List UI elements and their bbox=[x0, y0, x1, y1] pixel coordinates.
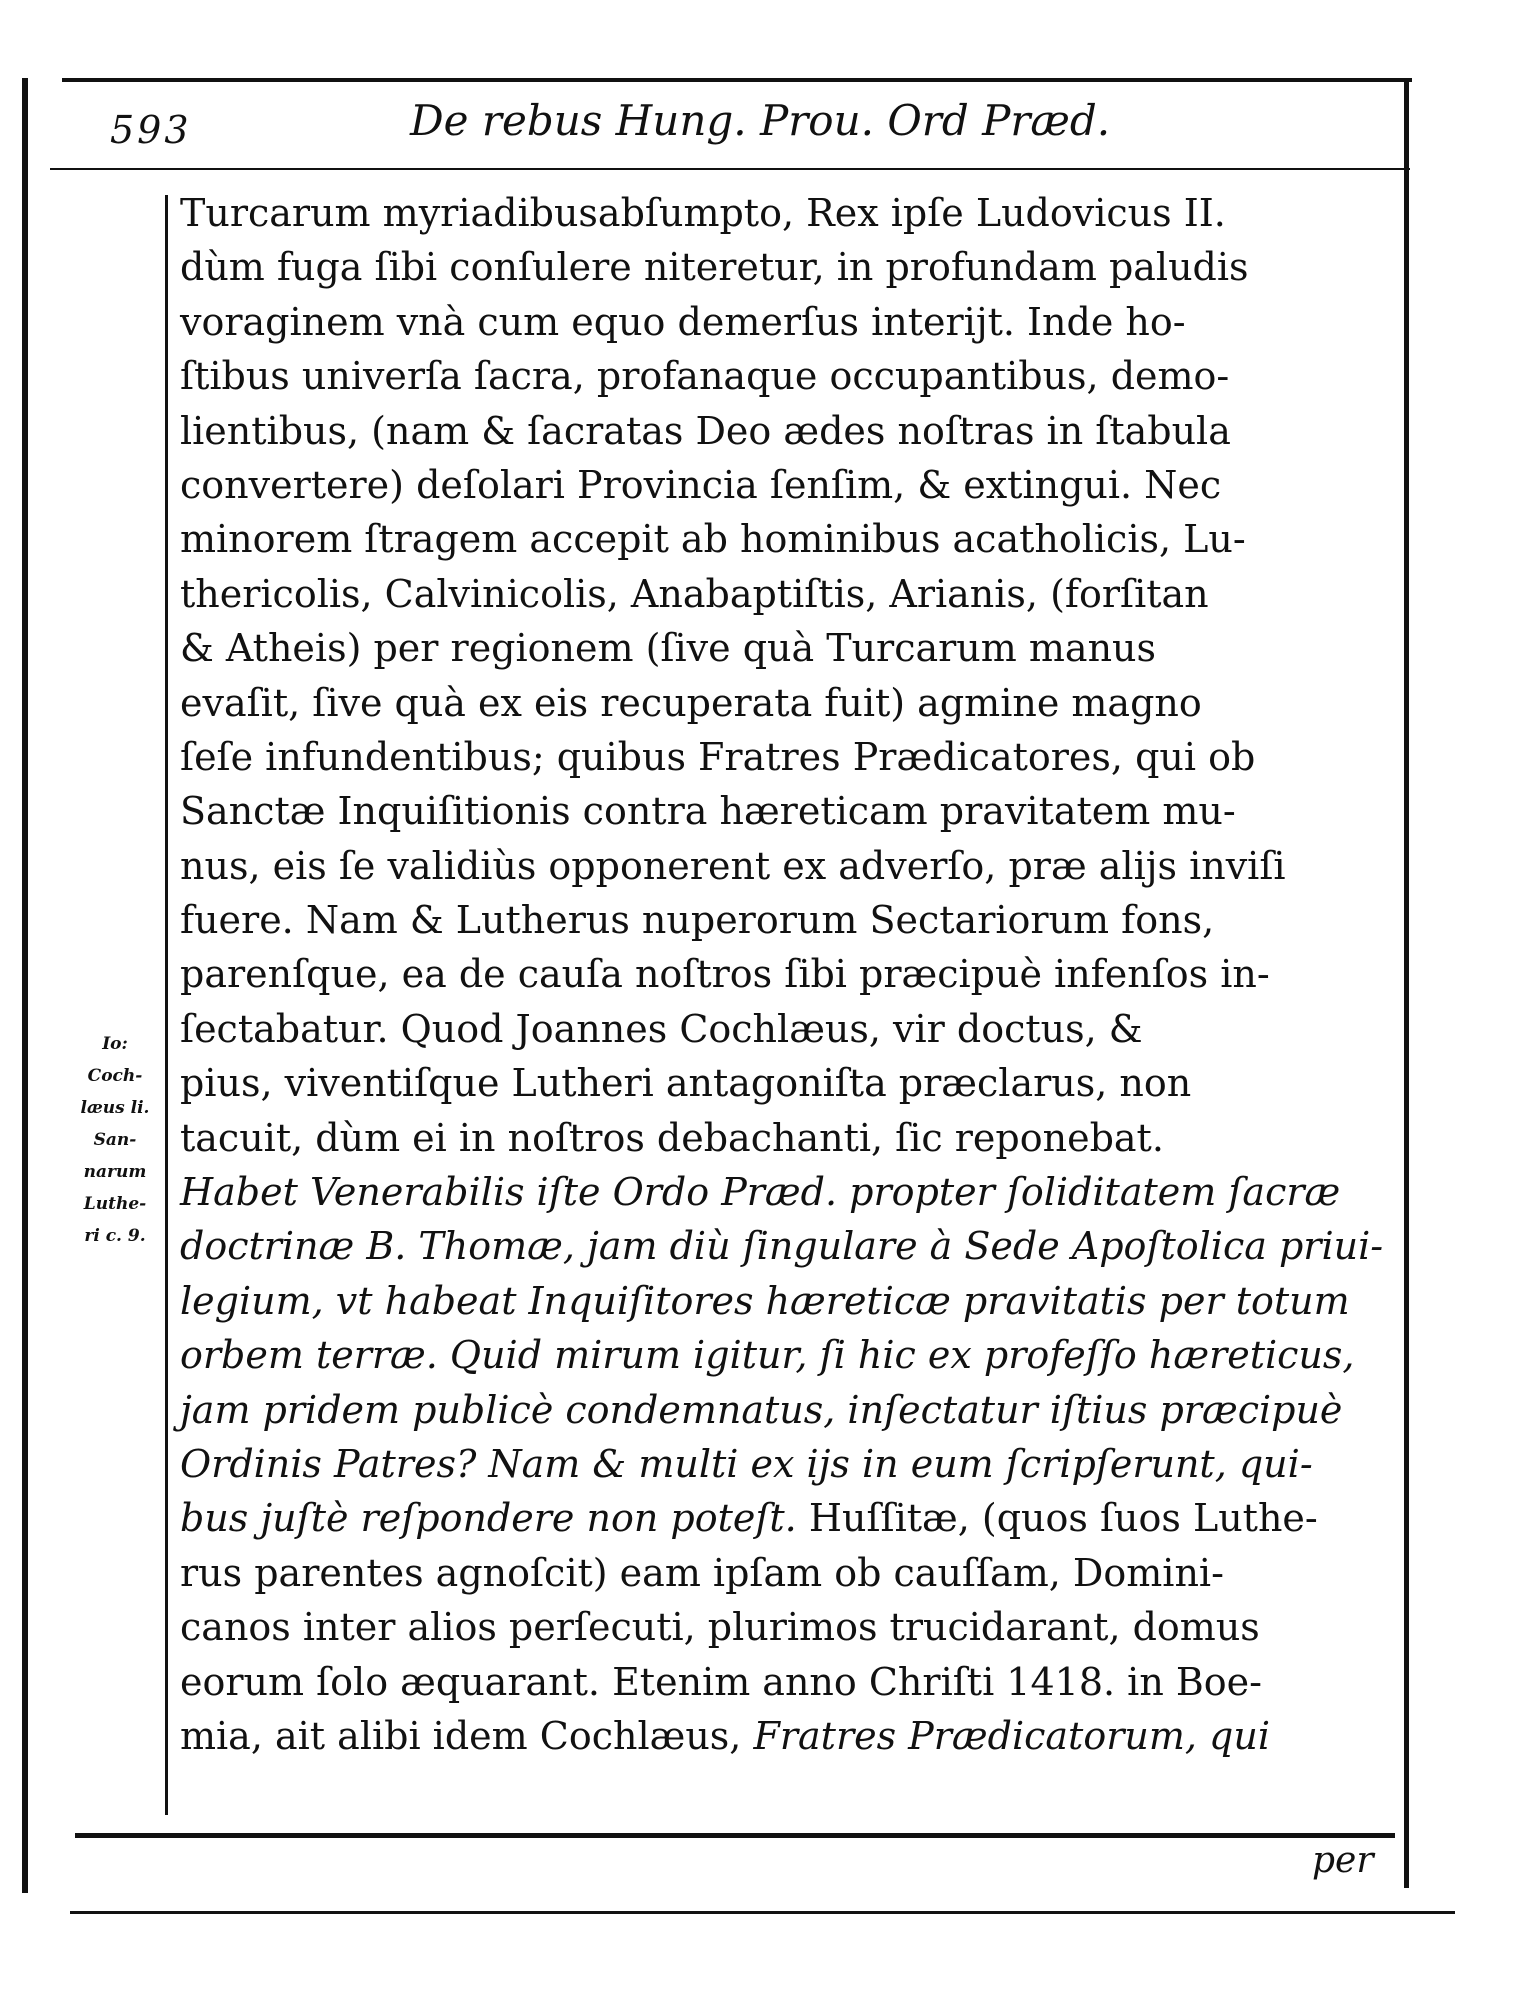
margin-note-line: læus li. bbox=[80, 1098, 150, 1118]
text-line: parenſque, ea de cauſa noſtros ſibi præcipuè infenſos in- bbox=[180, 952, 1270, 997]
quote-line: Habet Venerabilis iſte Ordo Præd. propter ſoliditatem ſacræ bbox=[180, 1170, 1341, 1215]
text-line: minorem ſtragem accepit ab hominibus acatholicis, Lu- bbox=[180, 517, 1246, 562]
margin-note-line: narum bbox=[83, 1162, 147, 1182]
body-text bbox=[180, 186, 1400, 1763]
text-line: lientibus, (nam & ſacratas Deo ædes noſtras in ſtabula bbox=[180, 408, 1231, 453]
quote-line: Ordinis Patres? Nam & multi ex ijs in eum ſcripſerunt, qui- bbox=[180, 1441, 1313, 1486]
quote-line: jam pridem publicè condemnatus, inſectatur iſtius præcipuè bbox=[180, 1387, 1343, 1432]
text-line: & Atheis) per regionem (ſive quà Turcarum manus bbox=[180, 626, 1157, 671]
text-line: ſectabatur. Quod Joannes Cochlæus, vir doctus, & bbox=[180, 1006, 1143, 1051]
margin-note-line: San- bbox=[93, 1130, 137, 1150]
text-line: eorum ſolo æquarant. Etenim anno Chriſti 1418. in Boe- bbox=[180, 1659, 1262, 1704]
text-line: ſtibus univerſa ſacra, profanaque occupantibus, demo- bbox=[180, 354, 1230, 399]
quote-line: legium, vt habeat Inquiſitores hæreticæ pravitatis per totum bbox=[180, 1278, 1350, 1323]
quote-line: doctrinæ B. Thomæ, jam diù ſingulare à Sede Apoſtolica priui- bbox=[180, 1224, 1384, 1269]
margin-note-line: ri c. 9. bbox=[84, 1226, 146, 1246]
text-line: thericolis, Calvinicolis, Anabaptiſtis, Arianis, (forſitan bbox=[180, 571, 1209, 616]
left-frame-rule bbox=[22, 78, 28, 1893]
text-line: dùm fuga ſibi conſulere niteretur, in profundam paludis bbox=[180, 245, 1249, 290]
margin-note bbox=[60, 1028, 170, 1252]
text-line: ſeſe infundentibus; quibus Fratres Prædicatores, qui ob bbox=[180, 734, 1256, 779]
text-line: rus parentes agnoſcit) eam ipſam ob cauſſam, Domini- bbox=[180, 1550, 1224, 1595]
text-line bbox=[180, 1709, 1400, 1763]
header-rule bbox=[50, 168, 1410, 170]
margin-note-line: Coch- bbox=[87, 1066, 143, 1086]
text-line: pius, viventiſque Lutheri antagoniſta præclarus, non bbox=[180, 1061, 1192, 1106]
page-edge-rule bbox=[70, 1911, 1455, 1914]
margin-note-line: Io: bbox=[102, 1034, 128, 1054]
text-line: evaſit, ſive quà ex eis recuperata fuit) agmine magno bbox=[180, 680, 1202, 725]
text-line: convertere) deſolari Provincia ſenſim, & extingui. Nec bbox=[180, 462, 1222, 507]
text-line: canos inter alios perſecuti, plurimos trucidarant, domus bbox=[180, 1605, 1260, 1650]
column-rule bbox=[165, 195, 168, 1815]
text-fragment: mia, ait alibi idem Cochlæus, bbox=[180, 1713, 742, 1758]
top-rule bbox=[62, 78, 1412, 82]
text-line bbox=[180, 1491, 1400, 1545]
bottom-rule bbox=[75, 1833, 1395, 1838]
text-fragment: Huſſitæ, (quos ſuos Luthe- bbox=[796, 1496, 1318, 1541]
text-line: fuere. Nam & Lutherus nuperorum Sectariorum fons, bbox=[180, 898, 1215, 943]
running-title: De rebus Hung. Prou. Ord Præd. bbox=[410, 96, 1111, 145]
text-line: nus, eis ſe validiùs opponerent ex adverſo, præ alijs inviſi bbox=[180, 843, 1286, 888]
text-line: Sanctæ Inquiſitionis contra hæreticam pravitatem mu- bbox=[180, 789, 1236, 834]
text-line: tacuit, dùm ei in noſtros debachanti, ſic reponebat. bbox=[180, 1115, 1164, 1160]
quote-start: Fratres Prædicatorum, qui bbox=[753, 1713, 1270, 1758]
quote-end: bus juſtè reſpondere non poteſt. bbox=[180, 1496, 797, 1541]
quote-line: orbem terræ. Quid mirum igitur, ſi hic ex profeſſo hæreticus, bbox=[180, 1333, 1355, 1378]
page-number: 593 bbox=[110, 108, 192, 152]
text-line: Turcarum myriadibusabſumpto, Rex ipſe Ludovicus II. bbox=[180, 191, 1226, 235]
margin-note-line: Luthe- bbox=[83, 1194, 147, 1214]
catchword: per bbox=[1312, 1840, 1374, 1881]
text-line: voraginem vnà cum equo demerſus interijt. Inde ho- bbox=[180, 299, 1186, 344]
right-frame-rule bbox=[1404, 78, 1409, 1888]
